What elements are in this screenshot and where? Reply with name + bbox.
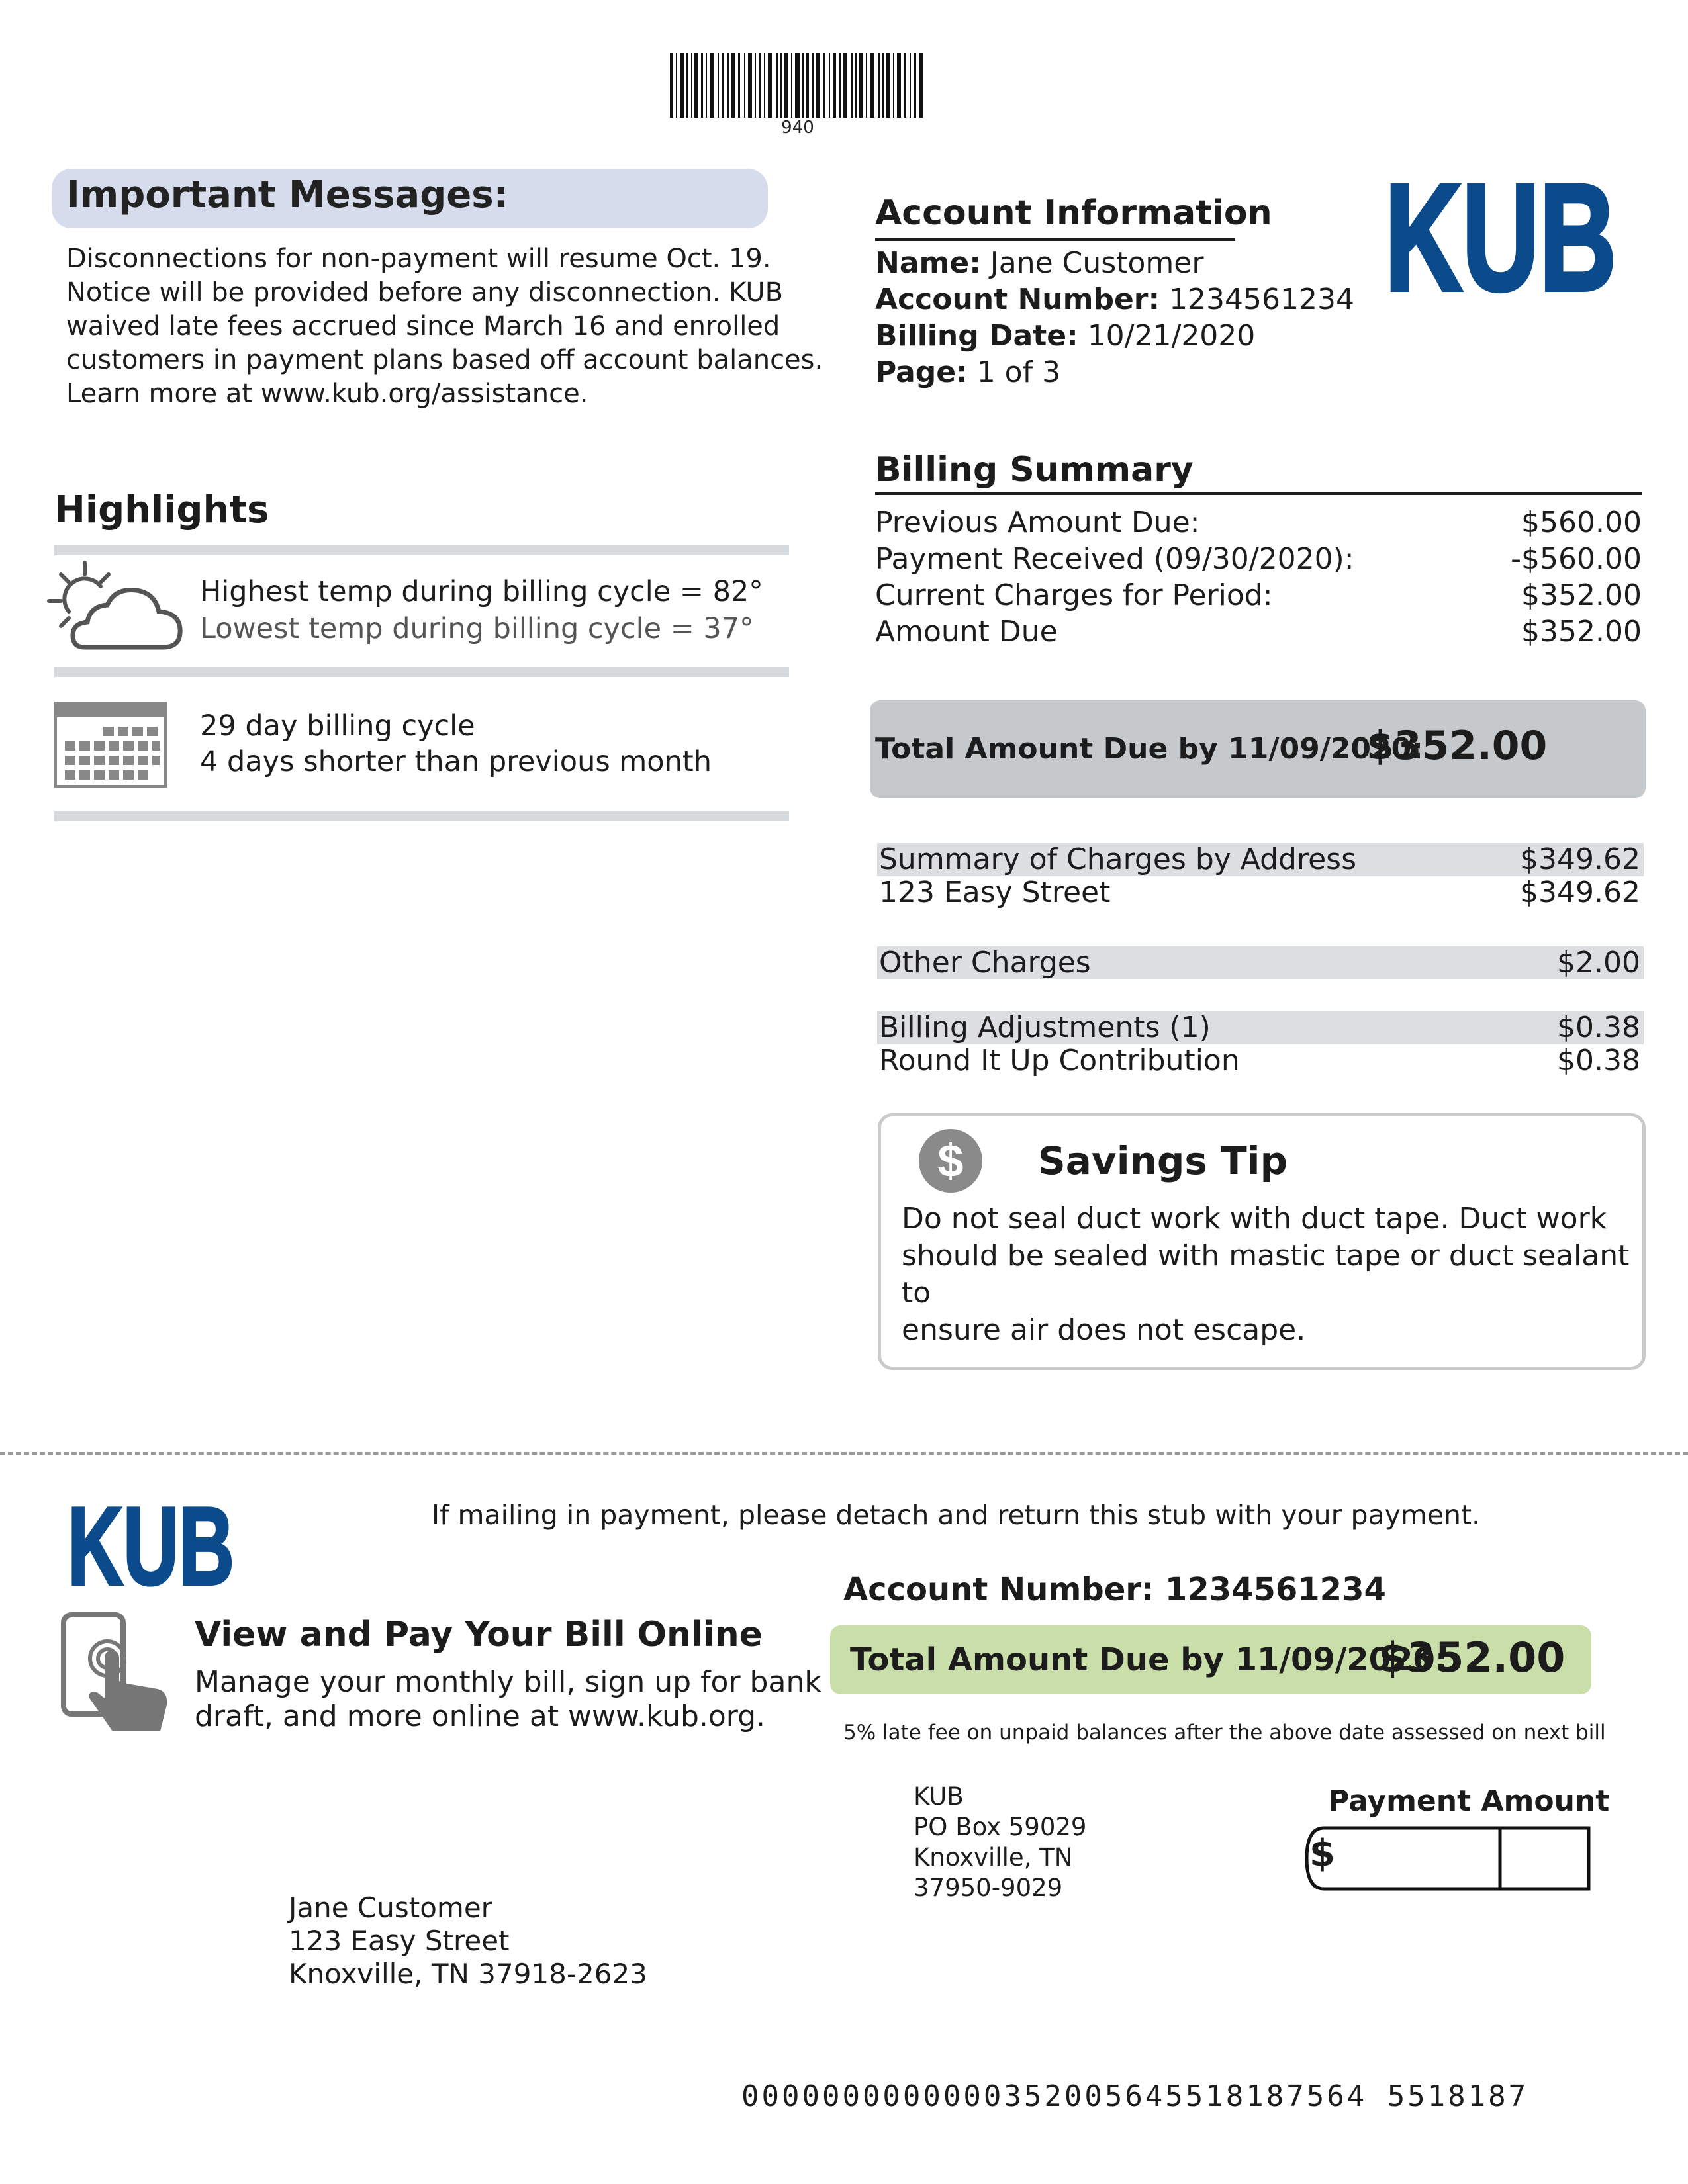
address-line: 37950-9029 xyxy=(914,1874,1063,1902)
cloud-sun-icon xyxy=(46,555,192,654)
charge-value: $349.62 xyxy=(1520,876,1640,909)
charge-value: $0.38 xyxy=(1557,1011,1640,1044)
message-line: waived late fees accrued since March 16 and enrolled xyxy=(66,311,780,341)
divider xyxy=(875,492,1642,495)
address-line: Knoxville, TN 37918-2623 xyxy=(289,1958,647,1990)
summary-label: Current Charges for Period: xyxy=(875,578,1273,612)
summary-value: -$560.00 xyxy=(1511,542,1642,576)
summary-label: Payment Received (09/30/2020): xyxy=(875,542,1354,576)
name-label: Name: xyxy=(875,246,981,280)
summary-row xyxy=(875,577,1642,614)
highlights-title: Highlights xyxy=(54,488,269,531)
divider xyxy=(875,238,1235,241)
address-line: KUB xyxy=(914,1782,964,1811)
summary-label: Amount Due xyxy=(875,615,1058,649)
cycle-days: 29 day billing cycle xyxy=(200,709,475,743)
address-line: PO Box 59029 xyxy=(914,1813,1087,1841)
charge-row xyxy=(879,946,1640,979)
charge-row xyxy=(879,843,1640,876)
calendar-icon xyxy=(54,702,167,788)
stub-total-due-amount: $352.00 xyxy=(1378,1633,1566,1682)
savings-tip-title: Savings Tip xyxy=(1038,1138,1288,1183)
divider xyxy=(54,545,789,555)
divider xyxy=(54,811,789,821)
customer-address xyxy=(289,1891,647,1991)
total-due-amount: $352.00 xyxy=(1366,723,1548,769)
temp-high: Highest temp during billing cycle = 82° xyxy=(200,575,763,608)
summary-label: Previous Amount Due: xyxy=(875,506,1200,539)
address-line: 123 Easy Street xyxy=(289,1925,510,1957)
svg-text:$: $ xyxy=(937,1135,964,1187)
charge-value: $2.00 xyxy=(1557,946,1640,979)
stub-account-number: Account Number: 1234561234 xyxy=(843,1571,1386,1608)
tip-line: ensure air does not escape. xyxy=(902,1313,1306,1347)
tear-line xyxy=(0,1452,1688,1455)
payment-amount-field[interactable] xyxy=(1304,1825,1591,1891)
payment-amount-label: Payment Amount xyxy=(1328,1784,1610,1818)
svg-text:KUB: KUB xyxy=(68,1484,234,1608)
svg-text:KUB: KUB xyxy=(1385,152,1617,322)
account-number: 1234561234 xyxy=(1160,283,1355,316)
summary-row xyxy=(875,504,1642,541)
charge-value: $349.62 xyxy=(1520,842,1640,876)
message-line: customers in payment plans based off account balances. xyxy=(66,345,823,375)
barcode-number: 940 xyxy=(781,118,814,138)
charge-label: Other Charges xyxy=(879,946,1091,979)
total-due-label: Total Amount Due by 11/09/2020: xyxy=(875,732,1423,766)
page-label: Page: xyxy=(875,355,968,389)
charge-label: Billing Adjustments (1) xyxy=(879,1011,1211,1044)
tip-line: Do not seal duct work with duct tape. Duct work xyxy=(902,1202,1607,1236)
billing-summary-rows xyxy=(875,504,1642,650)
summary-value: $352.00 xyxy=(1521,615,1642,649)
account-info xyxy=(875,245,1354,390)
customer-name: Jane Customer xyxy=(980,246,1204,280)
dollar-icon xyxy=(917,1128,984,1194)
barcode xyxy=(670,53,923,118)
important-messages-body xyxy=(66,242,823,411)
savings-tip-body xyxy=(902,1201,1636,1349)
summary-row xyxy=(875,614,1642,650)
message-line: Notice will be provided before any disconnection. KUB xyxy=(66,277,784,308)
charge-label: Round It Up Contribution xyxy=(879,1044,1240,1077)
billing-date-label: Billing Date: xyxy=(875,319,1078,353)
address-line: Jane Customer xyxy=(289,1891,492,1924)
remit-address xyxy=(914,1782,1086,1903)
summary-value: $560.00 xyxy=(1521,506,1642,539)
online-body xyxy=(195,1665,821,1734)
billing-date: 10/21/2020 xyxy=(1078,319,1256,353)
charge-row xyxy=(879,876,1640,909)
summary-row xyxy=(875,541,1642,577)
billing-cycle-highlight xyxy=(200,708,712,780)
scan-line: 0000000000000352005645518187564 5518187 xyxy=(741,2079,1529,2113)
billing-summary-title: Billing Summary xyxy=(875,450,1194,490)
account-number-label: Account Number: xyxy=(875,283,1160,316)
charge-row xyxy=(879,1044,1640,1077)
online-line: draft, and more online at www.kub.org. xyxy=(195,1700,766,1733)
kub-logo xyxy=(1378,152,1623,322)
address-line: Knoxville, TN xyxy=(914,1843,1073,1872)
divider xyxy=(54,667,789,677)
charge-row xyxy=(879,1011,1640,1044)
late-fee-notice: 5% late fee on unpaid balances after the above date assessed on next bill xyxy=(843,1721,1606,1745)
charge-value: $0.38 xyxy=(1557,1044,1640,1077)
charge-label: 123 Easy Street xyxy=(879,876,1111,909)
summary-value: $352.00 xyxy=(1521,578,1642,612)
temp-low: Lowest temp during billing cycle = 37° xyxy=(200,612,754,645)
page-number: 1 of 3 xyxy=(967,355,1061,389)
detach-instructions: If mailing in payment, please detach and return this stub with your payment. xyxy=(432,1499,1481,1531)
message-line: Learn more at www.kub.org/assistance. xyxy=(66,379,588,409)
kub-logo xyxy=(64,1484,239,1608)
message-line: Disconnections for non-payment will resume Oct. 19. xyxy=(66,244,771,274)
cycle-compare: 4 days shorter than previous month xyxy=(200,745,712,778)
phone-tap-icon xyxy=(61,1612,173,1738)
account-info-title: Account Information xyxy=(875,193,1272,233)
important-messages-title: Important Messages: xyxy=(66,173,509,216)
stub-total-due-label: Total Amount Due by 11/09/2020: xyxy=(850,1641,1448,1678)
temperature-highlight xyxy=(200,573,763,647)
tip-line: should be sealed with mastic tape or duct sealant to xyxy=(902,1239,1630,1310)
payment-dollar-sign: $ xyxy=(1309,1832,1335,1875)
online-line: Manage your monthly bill, sign up for bank xyxy=(195,1665,821,1699)
charge-label: Summary of Charges by Address xyxy=(879,842,1356,876)
online-title: View and Pay Your Bill Online xyxy=(195,1615,763,1655)
